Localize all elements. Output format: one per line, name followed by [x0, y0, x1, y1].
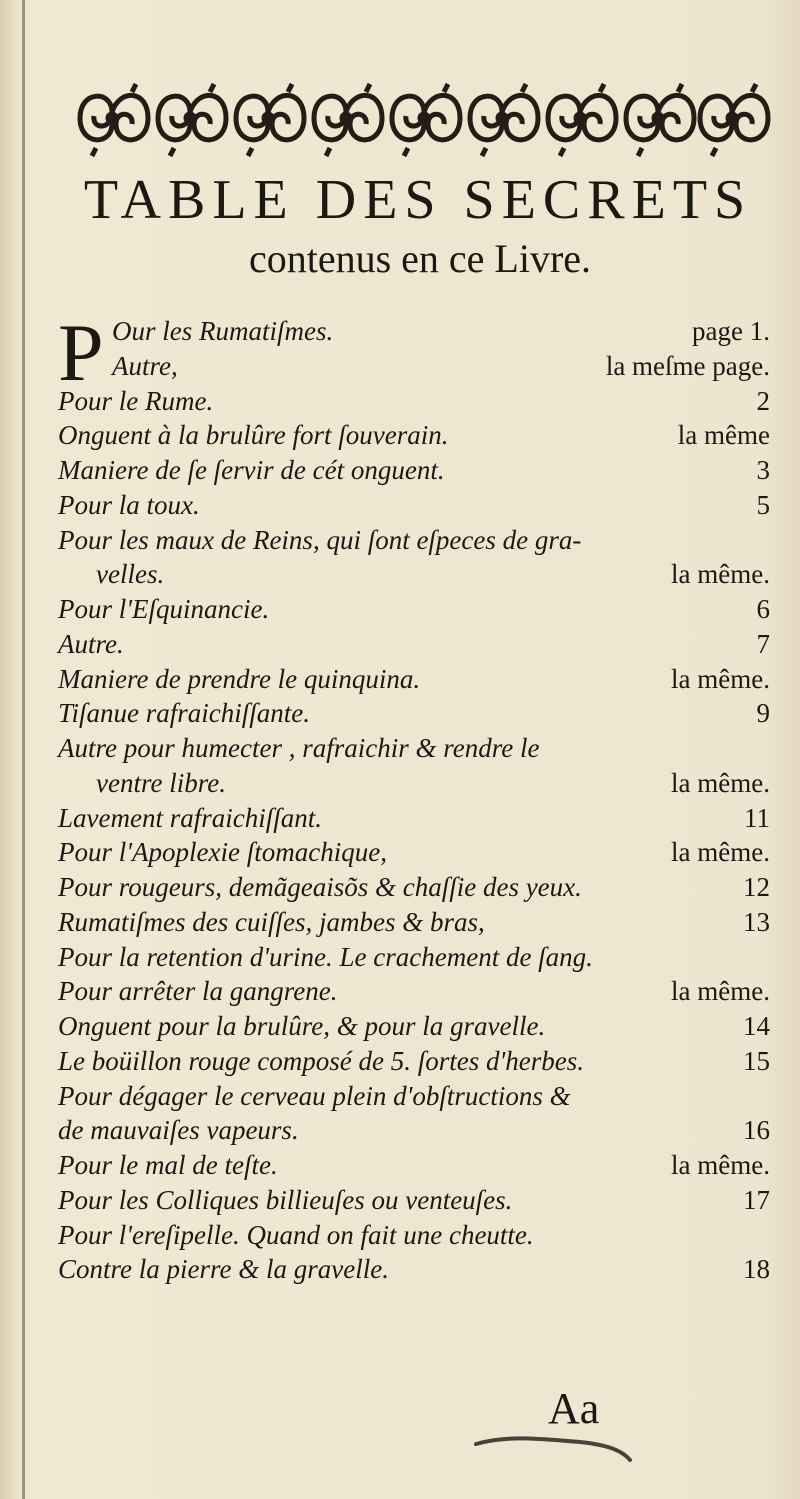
toc-entry: Pour l'ereſipelle. Quand on fait une cheutte. — [58, 1219, 534, 1250]
drop-cap: P — [58, 307, 104, 398]
page-title: TABLE DES SECRETS — [83, 169, 753, 231]
toc-entry: Pour l'Apoplexie ſtomachique, la même. — [58, 837, 770, 868]
toc-entry: Rumatiſmes des cuiſſes, jambes & bras, 13 — [58, 906, 770, 937]
printers-ornament-band — [72, 78, 772, 158]
toc-entry: Pour les Colliques billieuſes ou venteuſes. 17 — [58, 1184, 770, 1215]
toc-entry: Pour les maux de Reins, qui ſont eſpeces de gra- — [58, 524, 582, 555]
toc-entry: Contre la pierre & la gravelle. 18 — [58, 1254, 770, 1285]
toc-entry: Onguent à la brulûre fort ſouverain. la même — [58, 420, 770, 451]
toc-entry: Maniere de ſe ſervir de cét onguent. 3 — [58, 455, 770, 485]
page-subtitle: contenus en ce Livre. — [248, 236, 592, 281]
binding-edge — [22, 0, 25, 1499]
toc-entry: Autre. 7 — [58, 628, 770, 659]
toc-entry: Pour rougeurs, demãgeaisõs & chaſſie des yeux. 12 — [58, 872, 770, 902]
toc-entry: velles. la même. — [96, 559, 770, 590]
toc-entry: Autre pour humecter , rafraichir & rendre le — [58, 733, 540, 763]
toc-entry: Le boüillon rouge composé de 5. ſortes d'herbes. 15 — [58, 1045, 770, 1076]
toc-entry: de mauvaiſes vapeurs. 16 — [58, 1115, 770, 1146]
toc-entry: Pour la toux. 5 — [58, 489, 770, 520]
toc-entry: Tiſanue rafraichiſſante. 9 — [58, 698, 770, 729]
toc-entry: Pour arrêter la gangrene. la même. — [58, 976, 770, 1007]
toc-entry: Lavement rafraichiſſant. 11 — [58, 802, 770, 833]
toc-entry: Autre, la meſme page. — [112, 350, 770, 381]
toc-entry: Pour le mal de teſte. la même. — [58, 1150, 770, 1180]
table-of-secrets — [58, 307, 770, 1287]
toc-entry: Our les Rumatiſmes. page 1. — [112, 316, 770, 346]
toc-entry: Pour dégager le cerveau plein d'obſtructions & — [58, 1080, 571, 1111]
toc-entry: Pour le Rume. 2 — [58, 385, 770, 416]
ink-stroke-mark — [470, 1430, 640, 1470]
toc-entry: Maniere de prendre le quinquina. la même. — [58, 663, 770, 694]
toc-entry: ventre libre. la même. — [96, 767, 770, 798]
toc-entry: Pour la retention d'urine. Le crachement de ſang. — [58, 941, 593, 972]
toc-entry: Onguent pour la brulûre, & pour la gravelle. 14 — [58, 1011, 770, 1041]
signature-mark: Aa — [548, 1384, 600, 1433]
toc-entry: Pour l'Eſquinancie. 6 — [58, 594, 770, 624]
